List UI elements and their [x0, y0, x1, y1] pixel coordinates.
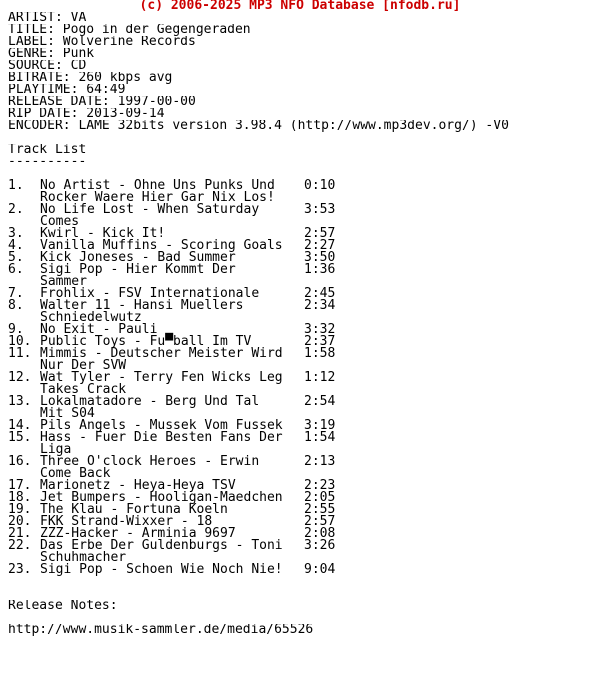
track-duration: 2:45 [304, 286, 336, 301]
track-title-continued: Liga [40, 442, 72, 457]
track-number: 10. [8, 334, 32, 349]
track-number: 17. [8, 478, 32, 493]
track-number: 11. [8, 346, 32, 361]
metadata-line: LABEL: Wolverine Records [8, 36, 196, 48]
track-title: Vanilla Muffins - Scoring Goals [40, 238, 283, 253]
track-duration: 2:57 [304, 226, 336, 241]
track-duration: 9:04 [304, 562, 336, 577]
track-title-continued: Schuhmacher [40, 550, 127, 565]
track-title-continued: Sammer [40, 274, 87, 289]
tracklist-rule: ---------- [8, 156, 87, 168]
track-number: 20. [8, 514, 32, 529]
track-row [8, 204, 598, 216]
track-title-continued: Comes [40, 214, 80, 229]
release-metadata [8, 12, 598, 132]
track-title-continued: Schniedelwutz [40, 310, 142, 325]
nfo-document [8, 0, 598, 636]
track-title: Jet Bumpers - Hooligan-Maedchen [40, 490, 283, 505]
track-title: Das Erbe Der Guldenburgs - Toni [40, 538, 283, 553]
track-number: 14. [8, 418, 32, 433]
track-duration: 1:12 [304, 370, 336, 385]
metadata-line: BITRATE: 260 kbps avg [8, 72, 173, 84]
track-number: 2. [8, 202, 24, 217]
track-duration: 3:32 [304, 322, 336, 337]
track-duration: 2:34 [304, 298, 336, 313]
track-title-continued: Nur Der SVW [40, 358, 127, 373]
track-duration: 3:53 [304, 202, 336, 217]
track-number: 12. [8, 370, 32, 385]
track-title-continued: Takes Crack [40, 382, 127, 397]
track-title-continued: Come Back [40, 466, 111, 481]
track-number: 23. [8, 562, 32, 577]
track-title: The Klau - Fortuna Koeln [40, 502, 228, 517]
track-number: 18. [8, 490, 32, 505]
track-title: Kick Joneses - Bad Summer [40, 250, 236, 265]
track-row [8, 396, 598, 408]
track-duration: 1:58 [304, 346, 336, 361]
release-notes-heading: Release Notes: [8, 600, 118, 612]
release-notes-url: http://www.musik-sammler.de/media/65526 [8, 624, 314, 636]
track-title: Marionetz - Heya-Heya TSV [40, 478, 236, 493]
track-duration: 1:54 [304, 430, 336, 445]
metadata-line: SOURCE: CD [8, 60, 87, 72]
track-duration: 3:50 [304, 250, 336, 265]
track-row [8, 432, 598, 444]
track-number: 4. [8, 238, 24, 253]
track-duration: 2:05 [304, 490, 336, 505]
metadata-line: TITLE: Pogo in der Gegengeraden [8, 24, 251, 36]
track-number: 15. [8, 430, 32, 445]
track-title: No Life Lost - When Saturday [40, 202, 260, 217]
track-duration: 3:26 [304, 538, 336, 553]
track-duration: 2:37 [304, 334, 336, 349]
track-title: No Exit - Pauli [40, 322, 158, 337]
track-number: 6. [8, 262, 24, 277]
track-number: 1. [8, 178, 24, 193]
track-duration: 2:57 [304, 514, 336, 529]
metadata-line: PLAYTIME: 64:49 [8, 84, 126, 96]
track-duration: 2:55 [304, 502, 336, 517]
metadata-line: RIP DATE: 2013-09-14 [8, 108, 165, 120]
track-duration: 1:36 [304, 262, 336, 277]
track-title: No Artist - Ohne Uns Punks Und [40, 178, 275, 193]
track-list [8, 180, 598, 576]
metadata-line: ARTIST: VA [8, 12, 87, 24]
track-duration: 3:19 [304, 418, 336, 433]
metadata-line: ENCODER: LAME 32bits version 3.98.4 (http://www.mp3dev.org/) -V0 [8, 120, 509, 132]
track-duration: 0:10 [304, 178, 336, 193]
track-title: Public Toys - Fu▀ball Im TV [40, 334, 252, 349]
track-title: Pils Angels - Mussek Vom Fussek [40, 418, 283, 433]
track-title: Mimmis - Deutscher Meister Wird [40, 346, 283, 361]
track-number: 3. [8, 226, 24, 241]
track-duration: 2:08 [304, 526, 336, 541]
track-duration: 2:23 [304, 478, 336, 493]
track-row [8, 564, 598, 576]
track-title: Three O'clock Heroes - Erwin [40, 454, 260, 469]
track-title: Wat Tyler - Terry Fen Wicks Leg [40, 370, 283, 385]
track-title: Sigi Pop - Schoen Wie Noch Nie! [40, 562, 283, 577]
track-duration: 2:54 [304, 394, 336, 409]
track-title: Sigi Pop - Hier Kommt Der [40, 262, 236, 277]
track-title: Hass - Fuer Die Besten Fans Der [40, 430, 283, 445]
track-duration: 2:27 [304, 238, 336, 253]
track-number: 21. [8, 526, 32, 541]
track-number: 13. [8, 394, 32, 409]
track-title: FKK Strand-Wixxer - 18 [40, 514, 213, 529]
track-duration: 2:13 [304, 454, 336, 469]
track-number: 19. [8, 502, 32, 517]
metadata-line: GENRE: Punk [8, 48, 95, 60]
track-title-continued: Rocker Waere Hier Gar Nix Los! [40, 190, 275, 205]
track-number: 9. [8, 322, 24, 337]
track-number: 5. [8, 250, 24, 265]
track-title: ZZZ-Hacker - Arminia 9697 [40, 526, 236, 541]
track-number: 22. [8, 538, 32, 553]
copyright-banner: (c) 2006-2025 MP3 NFO Database [nfodb.ru] [139, 0, 461, 13]
track-title: Walter 11 - Hansi Muellers [40, 298, 244, 313]
track-title: Frohlix - FSV Internationale [40, 286, 260, 301]
track-number: 8. [8, 298, 24, 313]
tracklist-heading: Track List [8, 144, 87, 156]
metadata-line: RELEASE DATE: 1997-00-00 [8, 96, 196, 108]
track-row [8, 264, 598, 276]
track-title-continued: Mit S04 [40, 406, 95, 421]
track-title: Kwirl - Kick It! [40, 226, 166, 241]
track-number: 7. [8, 286, 24, 301]
track-title: Lokalmatadore - Berg Und Tal [40, 394, 260, 409]
track-number: 16. [8, 454, 32, 469]
